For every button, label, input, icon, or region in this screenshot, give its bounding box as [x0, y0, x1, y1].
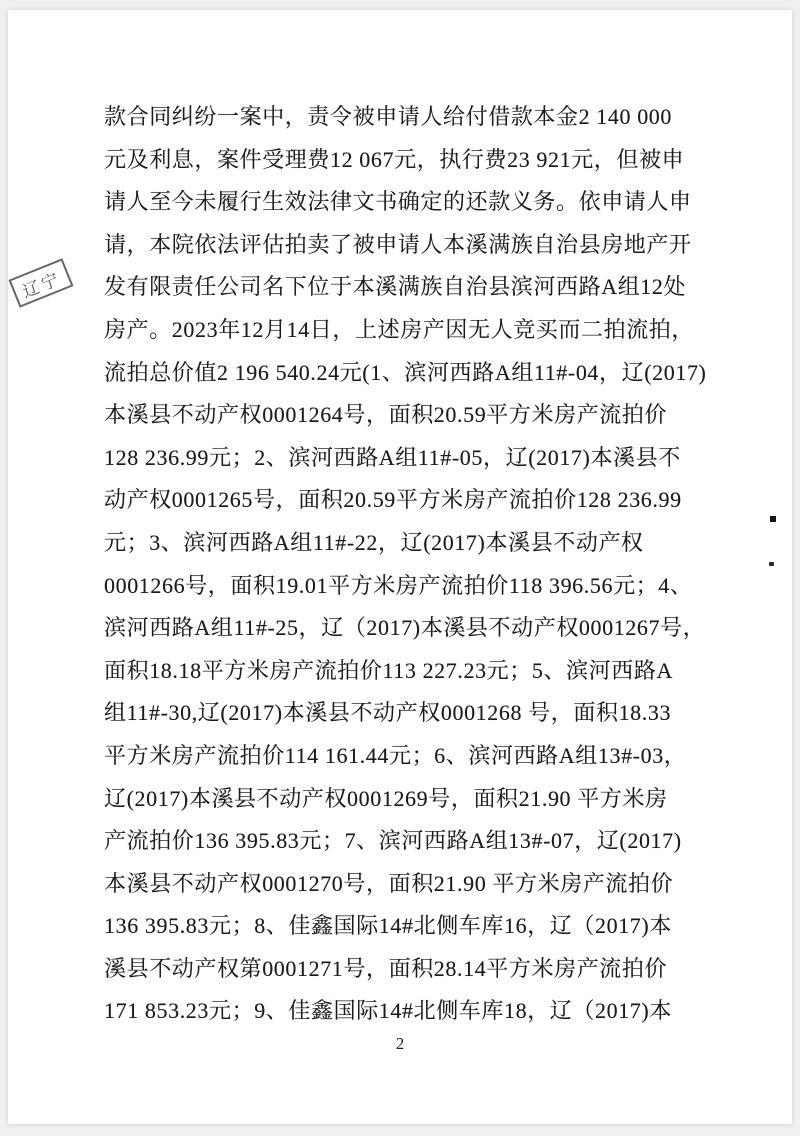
text-line: 动产权0001265号，面积20.59平方米房产流拍价128 236.99 — [104, 487, 682, 513]
text-line: 辽(2017)本溪县不动产权0001269号，面积21.90 平方米房 — [104, 785, 668, 811]
text-line: 请人至今未履行生效法律文书确定的还款义务。依申请人申 — [104, 189, 692, 215]
text-line: 溪县不动产权第0001271号，面积28.14平方米房产流拍价 — [104, 955, 668, 981]
body-text — [104, 96, 710, 1033]
text-line: 发有限责任公司名下位于本溪满族自治县滨河西路A组12处 — [104, 274, 687, 300]
text-line: 请，本院依法评估拍卖了被申请人本溪满族自治县房地产开 — [104, 231, 692, 257]
text-line: 流拍总价值2 196 540.24元(1、滨河西路A组11#-04，辽(2017) — [104, 359, 707, 385]
text-line: 平方米房产流拍价114 161.44元；6、滨河西路A组13#-03， — [104, 742, 687, 768]
page-number: 2 — [395, 1034, 405, 1053]
document-page — [8, 10, 792, 1124]
stamp-text: 辽宁 — [20, 268, 64, 302]
ink-speck — [770, 516, 776, 522]
text-line: 产流拍价136 395.83元；7、滨河西路A组13#-07，辽(2017) — [104, 828, 682, 854]
text-line: 滨河西路A组11#-25，辽（2017)本溪县不动产权0001267号， — [104, 615, 706, 641]
text-line: 171 853.23元；9、佳鑫国际14#北侧车库18，辽（2017)本 — [104, 998, 672, 1024]
text-line: 房产。2023年12月14日，上述房产因无人竞买而二拍流拍， — [104, 316, 695, 342]
text-line: 款合同纠纷一案中，责令被申请人给付借款本金2 140 000 — [104, 104, 673, 129]
text-line: 面积18.18平方米房产流拍价113 227.23元；5、滨河西路A — [104, 657, 673, 683]
text-line: 组11#-30,辽(2017)本溪县不动产权0001268 号，面积18.33 — [104, 700, 672, 726]
text-line: 128 236.99元；2、滨河西路A组11#-05，辽(2017)本溪县不 — [104, 444, 681, 470]
liaoning-margin-stamp — [8, 258, 73, 308]
text-line: 元；3、滨河西路A组11#-22，辽(2017)本溪县不动产权 — [104, 529, 644, 555]
text-line: 本溪县不动产权0001270号，面积21.90 平方米房产流拍价 — [104, 870, 674, 896]
text-line: 元及利息，案件受理费12 067元，执行费23 921元，但被申 — [104, 146, 685, 172]
text-line: 136 395.83元；8、佳鑫国际14#北侧车库16，辽（2017)本 — [104, 913, 672, 939]
text-line: 本溪县不动产权0001264号，面积20.59平方米房产流拍价 — [104, 402, 668, 428]
ink-speck — [769, 562, 774, 566]
text-line: 0001266号，面积19.01平方米房产流拍价118 396.56元；4、 — [104, 572, 693, 598]
